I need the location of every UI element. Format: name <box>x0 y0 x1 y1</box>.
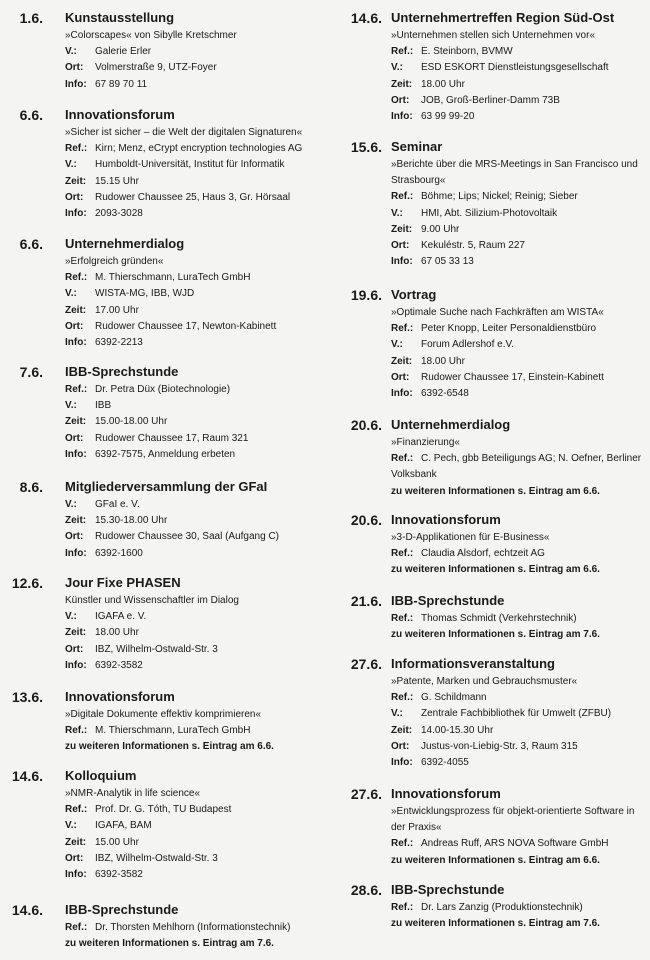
detail-label: V.: <box>391 708 403 720</box>
detail-value: Kekuléstr. 5, Raum 227 <box>421 240 525 252</box>
cross-reference-note: zu weiteren Informationen s. Eintrag am 7.6. <box>391 629 600 641</box>
event-body <box>391 139 648 270</box>
detail-label: Ort: <box>391 371 410 383</box>
detail-label: Ort: <box>65 531 84 543</box>
event-detail-row <box>391 900 648 916</box>
event-title: IBB-Sprechstunde <box>391 593 505 608</box>
detail-value: Thomas Schmidt (Verkehrstechnik) <box>421 613 577 624</box>
detail-label: Ref.: <box>65 384 88 395</box>
event-detail-row <box>391 321 648 337</box>
detail-value: Rudower Chaussee 17, Newton-Kabinett <box>95 320 277 332</box>
detail-label: V.: <box>391 339 403 351</box>
detail-label: Zeit: <box>65 175 87 187</box>
event-body <box>65 575 328 674</box>
event-detail-row <box>65 513 328 529</box>
detail-value: Humboldt-Universität, Institut für Informatik <box>95 159 285 171</box>
event-title: Informationsveranstaltung <box>391 656 555 671</box>
detail-label: Ort: <box>65 62 84 74</box>
event-title: Innovationsforum <box>65 107 175 122</box>
detail-label: Ort: <box>65 643 84 655</box>
event-detail-row <box>65 658 328 674</box>
cross-reference-note: zu weiteren Informationen s. Eintrag am 7.6. <box>65 938 274 950</box>
event-body <box>65 364 328 463</box>
event-detail-row <box>391 254 648 270</box>
detail-value: IGAFA e. V. <box>95 611 147 623</box>
event-date: 20.6. <box>350 512 382 528</box>
event-detail-row <box>65 447 328 463</box>
detail-label: Info: <box>391 388 413 400</box>
detail-value: 15.00 Uhr <box>95 836 139 848</box>
event-title: Kunstausstellung <box>65 10 175 25</box>
detail-label: V.: <box>65 499 77 510</box>
detail-label: Ort: <box>65 191 84 203</box>
event-subtitle: »Patente, Marken und Gebrauchsmuster« <box>391 676 578 687</box>
detail-label: Ref.: <box>391 692 414 704</box>
event-detail-row <box>65 414 328 430</box>
event-subtitle: »Optimale Suche nach Fachkräften am WISTA« <box>391 307 604 318</box>
event-detail-row <box>65 529 328 545</box>
detail-label: Ort: <box>65 320 84 332</box>
detail-value: 6392-4055 <box>421 757 469 769</box>
event-detail-row <box>391 451 648 483</box>
event-detail-row <box>65 642 328 658</box>
event-date: 14.6. <box>11 902 43 918</box>
event-detail-row <box>65 44 328 60</box>
event-detail-row <box>65 335 328 351</box>
detail-value: M. Thierschmann, LuraTech GmbH <box>95 272 251 284</box>
event-title: Innovationsforum <box>65 689 175 704</box>
detail-value: 67 89 70 11 <box>95 78 148 90</box>
detail-value: Böhme; Lips; Nickel; Reinig; Sieber <box>421 191 578 203</box>
event-detail-row <box>391 611 648 627</box>
detail-label: Info: <box>65 208 87 220</box>
event-detail-row <box>65 141 328 157</box>
event-detail-row <box>391 77 648 93</box>
detail-label: Ort: <box>391 94 410 106</box>
event-detail-row <box>65 303 328 319</box>
event-title: Unternehmerdialog <box>391 417 511 432</box>
event-detail-row <box>65 609 328 625</box>
event-body <box>65 236 328 351</box>
event-subtitle: Künstler und Wissenschaftler im Dialog <box>65 595 239 606</box>
event-date: 12.6. <box>11 575 43 591</box>
event-detail-row <box>65 546 328 562</box>
detail-value: 15.30-18.00 Uhr <box>95 515 168 527</box>
detail-label: Zeit: <box>391 724 413 736</box>
event-detail-row <box>65 867 328 883</box>
detail-value: JOB, Groß-Berliner-Damm 73B <box>421 94 560 106</box>
event-detail-row <box>391 60 648 76</box>
event-body <box>391 417 648 500</box>
detail-value: Rudower Chaussee 17, Einstein-Kabinett <box>421 371 604 383</box>
event-detail-row <box>391 109 648 125</box>
event-body <box>391 512 648 579</box>
detail-label: Ref.: <box>391 323 414 335</box>
detail-label: Ref.: <box>391 548 414 560</box>
detail-value: 15.15 Uhr <box>95 175 139 187</box>
event-subtitle: »Berichte über die MRS-Meetings in San Francisco und Strasbourg« <box>391 159 638 187</box>
detail-value: Rudower Chaussee 17, Raum 321 <box>95 432 249 444</box>
event-detail-row <box>65 382 328 398</box>
event-detail-row <box>65 431 328 447</box>
event-detail-row <box>391 370 648 386</box>
detail-value: Claudia Alsdorf, echtzeit AG <box>421 548 545 560</box>
event-detail-row <box>391 44 648 60</box>
event-date: 14.6. <box>350 10 382 26</box>
event-body <box>65 107 328 222</box>
event-detail-row <box>391 706 648 722</box>
detail-value: Justus-von-Liebig-Str. 3, Raum 315 <box>421 740 578 752</box>
event-body <box>391 786 648 869</box>
event-subtitle: »Digitale Dokumente effektiv komprimieren« <box>65 709 262 720</box>
detail-value: Peter Knopp, Leiter Personaldienstbüro <box>421 323 597 335</box>
event-detail-row <box>65 77 328 93</box>
detail-label: Ref.: <box>65 804 88 816</box>
event-detail-row <box>65 851 328 867</box>
detail-label: Ort: <box>391 740 410 752</box>
detail-label: Info: <box>391 111 413 123</box>
detail-label: Zeit: <box>391 223 413 235</box>
event-body <box>391 593 648 643</box>
cross-reference-note: zu weiteren Informationen s. Eintrag am 6.6. <box>391 854 600 866</box>
detail-value: Kirn; Menz, eCrypt encryption technologies AG <box>95 143 303 155</box>
detail-label: Info: <box>65 547 87 559</box>
event-detail-row <box>391 836 648 852</box>
detail-label: Zeit: <box>65 627 87 639</box>
detail-value: Dr. Petra Düx (Biotechnologie) <box>95 384 231 395</box>
detail-value: 2093-3028 <box>95 208 143 220</box>
event-body <box>65 479 328 562</box>
detail-value: 67 05 33 13 <box>421 256 474 268</box>
detail-label: Ref.: <box>65 922 88 933</box>
detail-label: Ref.: <box>65 725 88 737</box>
detail-value: 15.00-18.00 Uhr <box>95 416 168 428</box>
detail-label: Ref.: <box>65 143 88 155</box>
event-detail-row <box>65 319 328 335</box>
event-title: Seminar <box>391 139 443 154</box>
event-subtitle: »Colorscapes« von Sibylle Kretschmer <box>65 30 237 41</box>
cross-reference-note: zu weiteren Informationen s. Eintrag am 6.6. <box>391 564 600 576</box>
detail-label: Info: <box>65 659 87 671</box>
detail-label: Info: <box>65 78 87 90</box>
detail-value: G. Schildmann <box>421 692 487 704</box>
detail-value: 6392-7575, Anmeldung erbeten <box>95 448 236 460</box>
event-body <box>65 10 328 93</box>
event-title: Mitgliederversammlung der GFaI <box>65 479 268 494</box>
event-date: 28.6. <box>350 882 382 898</box>
event-date: 13.6. <box>11 689 43 705</box>
event-title: Innovationsforum <box>391 786 501 801</box>
detail-label: V.: <box>65 159 77 171</box>
detail-value: C. Pech, gbb Beteiligungs AG; N. Oefner, Berliner Volksbank <box>391 453 642 481</box>
event-detail-row <box>391 93 648 109</box>
event-detail-row <box>391 206 648 222</box>
event-subtitle: »Entwicklungsprozess für objekt-orientierte Software in der Praxis« <box>391 806 635 834</box>
detail-label: Zeit: <box>391 355 413 367</box>
event-title: IBB-Sprechstunde <box>65 364 179 379</box>
detail-label: Zeit: <box>65 416 87 428</box>
detail-value: Dr. Thorsten Mehlhorn (Informationstechnik) <box>95 922 291 933</box>
event-detail-row <box>65 723 328 739</box>
detail-value: 6392-6548 <box>421 388 469 400</box>
detail-value: Rudower Chaussee 30, Saal (Aufgang C) <box>95 531 279 543</box>
detail-label: Info: <box>65 448 87 460</box>
event-body <box>391 10 648 125</box>
cross-reference-note: zu weiteren Informationen s. Eintrag am 6.6. <box>391 485 600 497</box>
detail-value: 18.00 Uhr <box>95 627 139 639</box>
event-body <box>65 768 328 883</box>
detail-label: Ref.: <box>391 453 414 465</box>
detail-label: Info: <box>391 757 413 769</box>
detail-label: Ref.: <box>391 613 414 624</box>
event-subtitle: »Erfolgreich gründen« <box>65 256 164 267</box>
event-detail-row <box>65 398 328 414</box>
event-date: 1.6. <box>19 10 43 26</box>
event-subtitle: »Sicher ist sicher – die Welt der digitalen Signaturen« <box>65 127 303 138</box>
event-subtitle: »3-D-Applikationen für E-Business« <box>391 532 550 543</box>
event-detail-row <box>65 60 328 76</box>
detail-value: 6392-2213 <box>95 337 143 349</box>
event-date: 6.6. <box>19 107 43 123</box>
detail-value: 6392-3582 <box>95 869 143 881</box>
event-detail-row <box>391 189 648 205</box>
detail-value: 63 99 99-20 <box>421 111 475 123</box>
detail-value: Rudower Chaussee 25, Haus 3, Gr. Hörsaal <box>95 191 291 203</box>
event-date: 27.6. <box>350 656 382 672</box>
event-detail-row <box>391 337 648 353</box>
event-title: IBB-Sprechstunde <box>65 902 179 917</box>
event-date: 8.6. <box>19 479 43 495</box>
cross-reference-note: zu weiteren Informationen s. Eintrag am 7.6. <box>391 918 600 930</box>
event-date: 27.6. <box>350 786 382 802</box>
event-detail-row <box>65 818 328 834</box>
detail-label: Ref.: <box>391 838 414 850</box>
event-title: Innovationsforum <box>391 512 501 527</box>
event-date: 7.6. <box>19 364 43 380</box>
detail-value: IBB <box>95 400 112 412</box>
event-title: Kolloquium <box>65 768 137 783</box>
detail-label: V.: <box>65 46 77 58</box>
detail-value: ESD ESKORT Dienstleistungsgesellschaft <box>421 62 609 74</box>
event-date: 21.6. <box>350 593 382 609</box>
event-date: 6.6. <box>19 236 43 252</box>
event-date: 20.6. <box>350 417 382 433</box>
detail-value: E. Steinborn, BVMW <box>421 46 513 58</box>
detail-label: Info: <box>391 256 413 268</box>
event-detail-row <box>65 174 328 190</box>
event-date: 15.6. <box>350 139 382 155</box>
detail-value: M. Thierschmann, LuraTech GmbH <box>95 725 251 737</box>
detail-value: IBZ, Wilhelm-Ostwald-Str. 3 <box>95 643 218 655</box>
detail-label: Ort: <box>391 240 410 252</box>
detail-label: Zeit: <box>65 515 87 527</box>
detail-value: 18.00 Uhr <box>421 78 465 90</box>
event-detail-row <box>391 739 648 755</box>
event-detail-row <box>391 546 648 562</box>
detail-label: V.: <box>65 400 77 412</box>
event-detail-row <box>65 625 328 641</box>
detail-value: 9.00 Uhr <box>421 223 460 235</box>
event-body <box>65 902 328 952</box>
detail-label: Zeit: <box>65 836 87 848</box>
detail-label: Ort: <box>65 852 84 864</box>
cross-reference-note: zu weiteren Informationen s. Eintrag am 6.6. <box>65 741 274 753</box>
detail-label: V.: <box>65 820 77 832</box>
event-detail-row <box>391 723 648 739</box>
event-detail-row <box>65 835 328 851</box>
detail-value: 17.00 Uhr <box>95 304 139 316</box>
event-body <box>65 689 328 756</box>
event-detail-row <box>391 222 648 238</box>
event-detail-row <box>391 690 648 706</box>
detail-value: 18.00 Uhr <box>421 355 465 367</box>
detail-value: 6392-1600 <box>95 547 143 559</box>
detail-value: GFaI e. V. <box>95 499 140 510</box>
detail-label: V.: <box>391 62 403 74</box>
detail-label: Ref.: <box>391 46 414 58</box>
detail-label: V.: <box>65 611 77 623</box>
detail-label: Zeit: <box>391 78 413 90</box>
event-date: 19.6. <box>350 287 382 303</box>
event-detail-row <box>65 270 328 286</box>
event-detail-row <box>65 286 328 302</box>
detail-value: Andreas Ruff, ARS NOVA Software GmbH <box>421 838 609 850</box>
detail-value: HMI, Abt. Silizium-Photovoltaik <box>421 207 558 219</box>
event-body <box>391 656 648 771</box>
event-detail-row <box>65 206 328 222</box>
event-title: Vortrag <box>391 287 437 302</box>
event-title: Jour Fixe PHASEN <box>65 575 181 590</box>
detail-value: Forum Adlershof e.V. <box>421 339 515 351</box>
detail-value: 14.00-15.30 Uhr <box>421 724 494 736</box>
event-detail-row <box>391 238 648 254</box>
event-subtitle: »NMR-Analytik in life science« <box>65 788 201 799</box>
detail-value: WISTA-MG, IBB, WJD <box>95 288 195 300</box>
event-subtitle: »Unternehmen stellen sich Unternehmen vor« <box>391 30 595 41</box>
event-detail-row <box>65 920 328 936</box>
detail-value: Dr. Lars Zanzig (Produktionstechnik) <box>421 902 583 913</box>
detail-label: Ref.: <box>391 191 414 203</box>
event-title: IBB-Sprechstunde <box>391 882 505 897</box>
detail-label: Zeit: <box>65 304 87 316</box>
detail-label: Ort: <box>65 432 84 444</box>
event-date: 14.6. <box>11 768 43 784</box>
event-title: Unternehmertreffen Region Süd-Ost <box>391 10 615 25</box>
event-detail-row <box>65 497 328 513</box>
event-detail-row <box>391 755 648 771</box>
event-subtitle: »Finanzierung« <box>391 437 460 448</box>
detail-label: Info: <box>65 337 87 349</box>
event-body <box>391 287 648 402</box>
event-body <box>391 882 648 932</box>
detail-value: IGAFA, BAM <box>95 820 152 832</box>
event-title: Unternehmerdialog <box>65 236 185 251</box>
detail-label: Ref.: <box>391 902 414 913</box>
detail-label: V.: <box>391 207 403 219</box>
event-detail-row <box>391 386 648 402</box>
event-detail-row <box>391 354 648 370</box>
event-detail-row <box>65 802 328 818</box>
detail-value: IBZ, Wilhelm-Ostwald-Str. 3 <box>95 852 218 864</box>
detail-value: Galerie Erler <box>95 46 152 58</box>
detail-label: V.: <box>65 288 77 300</box>
detail-label: Ref.: <box>65 272 88 284</box>
detail-value: Zentrale Fachbibliothek für Umwelt (ZFBU) <box>421 708 612 720</box>
event-detail-row <box>65 190 328 206</box>
detail-value: Volmerstraße 9, UTZ-Foyer <box>95 62 217 74</box>
event-detail-row <box>65 157 328 173</box>
detail-label: Info: <box>65 869 87 881</box>
detail-value: Prof. Dr. G. Tóth, TU Budapest <box>95 804 232 816</box>
detail-value: 6392-3582 <box>95 659 143 671</box>
